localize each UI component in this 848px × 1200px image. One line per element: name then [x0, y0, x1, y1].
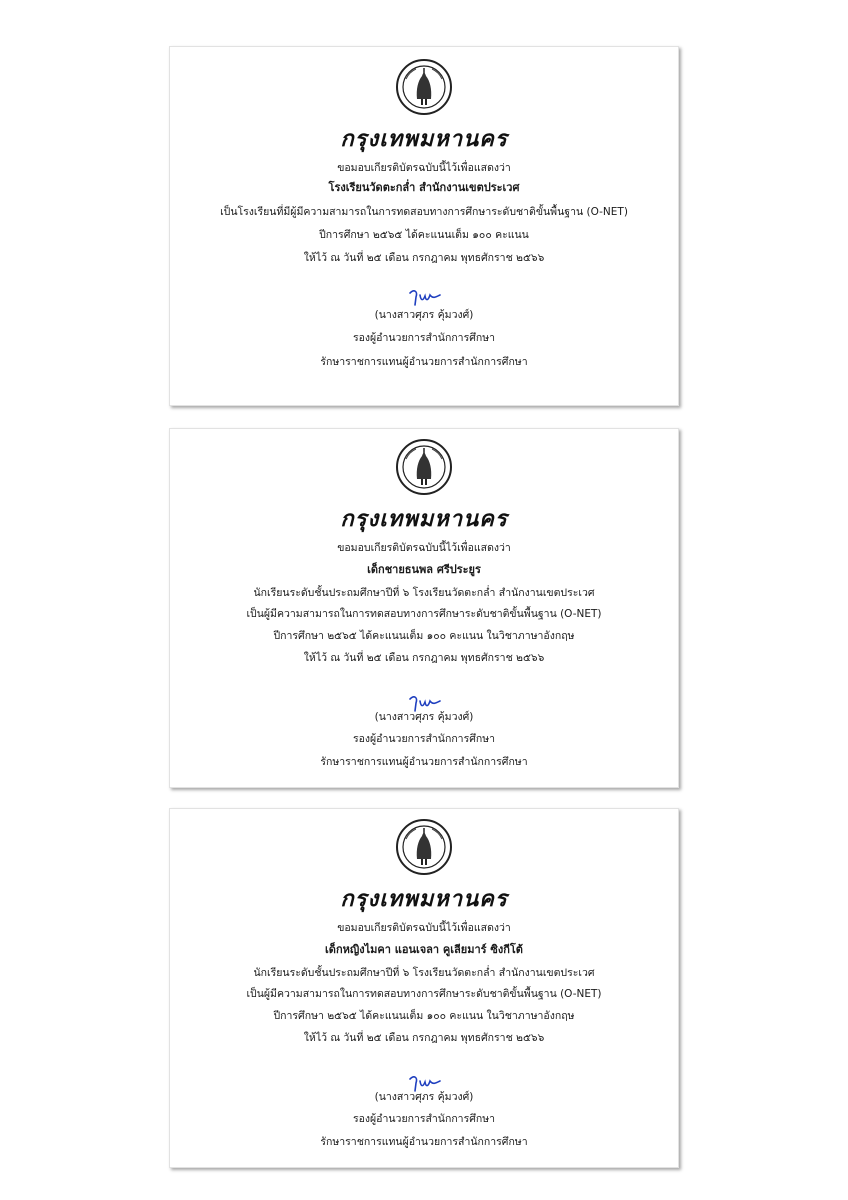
bangkok-seal-icon	[396, 819, 452, 875]
signer-role: รักษาราชการแทนผู้อำนวยการสำนักการศึกษา	[320, 1136, 528, 1148]
signature-mark	[404, 287, 444, 309]
signer-title: รองผู้อำนวยการสำนักการศึกษา	[352, 1113, 496, 1125]
intro-text: ขอมอบเกียรติบัตรฉบับนี้ไว้เพื่อแสดงว่า	[337, 922, 511, 934]
recipient-name: โรงเรียนวัดตะกล่ำ สำนักงานเขตประเวศ	[328, 181, 520, 194]
signer-title: รองผู้อำนวยการสำนักการศึกษา	[352, 332, 496, 344]
certificate-card-2	[169, 428, 679, 788]
body-line: ปีการศึกษา ๒๕๖๕ ได้คะแนนเต็ม ๑๐๐ คะแนน	[319, 229, 529, 241]
body-line: เป็นผู้มีความสามารถในการทดสอบทางการศึกษาระดับชาติขั้นพื้นฐาน (O-NET)	[246, 608, 602, 620]
recipient-name: เด็กหญิงไมคา แอนเจลา คูเลียมาร์ ซิงกีโต้	[325, 943, 523, 956]
intro-text: ขอมอบเกียรติบัตรฉบับนี้ไว้เพื่อแสดงว่า	[337, 162, 511, 174]
signer-name: (นางสาวศุภร คุ้มวงศ์)	[374, 711, 474, 723]
body-line: เป็นผู้มีความสามารถในการทดสอบทางการศึกษาระดับชาติขั้นพื้นฐาน (O-NET)	[246, 988, 602, 1000]
signer-title: รองผู้อำนวยการสำนักการศึกษา	[352, 733, 496, 745]
body-line: ให้ไว้ ณ วันที่ ๒๕ เดือน กรกฎาคม พุทธศักราช ๒๕๖๖	[303, 1032, 545, 1044]
body-line: นักเรียนระดับชั้นประถมศึกษาปีที่ ๖ โรงเรียนวัดตะกล่ำ สำนักงานเขตประเวศ	[253, 967, 595, 979]
certificate-title: กรุงเทพมหานคร	[340, 886, 508, 912]
body-line: เป็นโรงเรียนที่มีผู้มีความสามารถในการทดสอบทางการศึกษาระดับชาติขั้นพื้นฐาน (O-NET)	[220, 206, 628, 218]
body-line: นักเรียนระดับชั้นประถมศึกษาปีที่ ๖ โรงเรียนวัดตะกล่ำ สำนักงานเขตประเวศ	[253, 587, 595, 599]
certificate-title: กรุงเทพมหานคร	[340, 506, 508, 532]
signer-role: รักษาราชการแทนผู้อำนวยการสำนักการศึกษา	[320, 756, 528, 768]
body-line: ปีการศึกษา ๒๕๖๕ ได้คะแนนเต็ม ๑๐๐ คะแนน ในวิชาภาษาอังกฤษ	[273, 1010, 575, 1022]
bangkok-seal-icon	[396, 439, 452, 495]
recipient-name: เด็กชายธนพล ศรีประยูร	[367, 563, 481, 576]
signer-role: รักษาราชการแทนผู้อำนวยการสำนักการศึกษา	[320, 356, 528, 368]
intro-text: ขอมอบเกียรติบัตรฉบับนี้ไว้เพื่อแสดงว่า	[337, 542, 511, 554]
body-line: ให้ไว้ ณ วันที่ ๒๕ เดือน กรกฎาคม พุทธศักราช ๒๕๖๖	[303, 652, 545, 664]
body-line: ให้ไว้ ณ วันที่ ๒๕ เดือน กรกฎาคม พุทธศักราช ๒๕๖๖	[303, 252, 545, 264]
certificate-card-3	[169, 808, 679, 1168]
signer-name: (นางสาวศุภร คุ้มวงศ์)	[374, 1091, 474, 1103]
bangkok-seal-icon	[396, 59, 452, 115]
signer-name: (นางสาวศุภร คุ้มวงศ์)	[374, 309, 474, 321]
certificate-card-1	[169, 46, 679, 406]
certificate-title: กรุงเทพมหานคร	[340, 126, 508, 152]
body-line: ปีการศึกษา ๒๕๖๕ ได้คะแนนเต็ม ๑๐๐ คะแนน ในวิชาภาษาอังกฤษ	[273, 630, 575, 642]
